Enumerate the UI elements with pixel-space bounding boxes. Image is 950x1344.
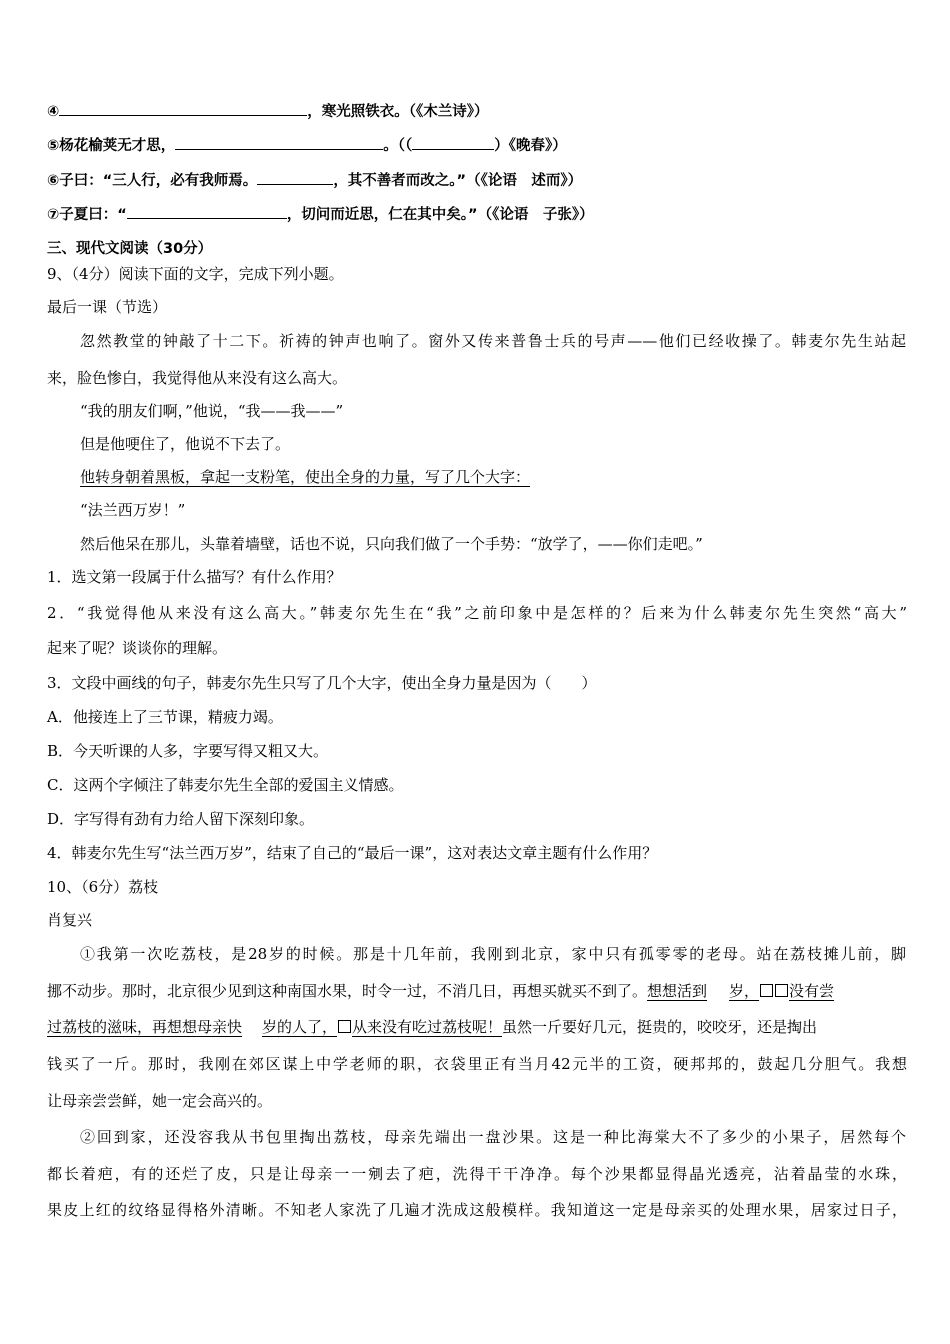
question-number: ⑥ xyxy=(47,173,60,189)
passage-paragraph: “法兰西万岁！” xyxy=(80,501,186,519)
passage-line: 让母亲尝尝鲜，她一定会高兴的。 xyxy=(47,1092,273,1110)
missing-char-box xyxy=(775,984,788,997)
answer-blank[interactable] xyxy=(175,135,383,150)
sub-question-2-cont: 起来了呢？谈谈你的理解。 xyxy=(47,639,228,657)
option-d: D．字写得有劲有力给人留下深刻印象。 xyxy=(47,810,315,828)
question-number: ④ xyxy=(47,104,60,120)
passage-paragraph: 忽然教堂的钟敲了十二下。祈祷的钟声也响了。窗外又传来普鲁士兵的号声——他们已经收操了。韩麦尔先生站起 xyxy=(80,332,906,350)
question-9-intro: 9、（4分）阅读下面的文字，完成下列小题。 xyxy=(47,265,344,283)
underlined-text xyxy=(647,982,834,1000)
question-number: ⑤ xyxy=(47,138,60,154)
question-text: 杨花榆荚无才思， xyxy=(59,138,176,154)
underlined-text xyxy=(47,1018,502,1036)
option-a: A．他接连上了三节课，精疲力竭。 xyxy=(47,708,283,726)
question-6-line xyxy=(47,170,582,192)
question-10-intro: 10、（6分）荔枝 xyxy=(47,878,159,896)
passage-paragraph: 然后他呆在那儿，头靠着墙壁，话也不说，只向我们做了一个手势：“放学了，——你们走吧。” xyxy=(80,535,703,553)
passage-line xyxy=(47,1016,817,1038)
passage-text: 虽然一斤要好几元，挺贵的，咬咬牙，还是掏出 xyxy=(502,1018,818,1036)
answer-blank[interactable] xyxy=(59,101,307,116)
sub-question-2: 2．“我觉得他从来没有这么高大。”韩麦尔先生在“我”之前印象中是怎样的？后来为什么韩麦尔先生突然“高大” xyxy=(47,604,907,622)
passage-line xyxy=(47,980,834,1002)
answer-blank[interactable] xyxy=(412,135,494,150)
underlined-sentence: 他转身朝着黑板，拿起一支粉笔，使出全身的力量，写了几个大字： xyxy=(80,468,531,486)
question-text: ，其不善者而改之。”（《论语 述而》） xyxy=(333,173,583,189)
passage-paragraph: ①我第一次吃荔枝，是28岁的时候。那是十几年前，我刚到北京，家中只有孤零零的老母。站在荔枝摊儿前，脚 xyxy=(80,945,906,963)
sub-question-1: 1．选文第一段属于什么描写？有什么作用？ xyxy=(47,568,342,586)
underlined-text-part: 没有尝 xyxy=(789,982,835,1000)
section-heading: 三、现代文阅读（30分） xyxy=(47,241,213,257)
passage-text: 挪不动步。那时，北京很少见到这种南国水果，时令一过，不消几日，再想买就买不到了。 xyxy=(47,982,648,1000)
underlined-text-part: 岁， xyxy=(729,982,760,1000)
sub-question-3: 3．文段中画线的句子，韩麦尔先生只写了几个大字，使出全身力量是因为（ ） xyxy=(47,674,597,692)
question-text: 子夏曰：“ xyxy=(59,207,127,223)
underlined-text-part: 想想活到 xyxy=(647,982,708,1000)
answer-blank[interactable] xyxy=(257,170,333,185)
question-7-line xyxy=(47,204,594,226)
question-text: 子曰：“三人行，必有我师焉。 xyxy=(59,173,258,189)
question-text: ，寒光照铁衣。（《木兰诗》） xyxy=(307,104,489,120)
passage-line: 钱买了一斤。那时，我刚在郊区谋上中学老师的职，衣袋里正有当月42元半的工资，硬邦邦的，鼓起几分胆气。我想 xyxy=(47,1055,907,1073)
passage-line: 都长着疤，有的还烂了皮，只是让母亲一一剜去了疤，洗得干干净净。每个沙果都显得晶光透亮，沾着晶莹的水珠， xyxy=(47,1165,907,1183)
underlined-text-part: 过荔枝的滋味，再想想母亲快 xyxy=(47,1018,243,1036)
passage-title: 最后一课（节选） xyxy=(47,298,168,316)
question-5-line xyxy=(47,135,567,157)
underlined-text-part: 岁的人了， xyxy=(262,1018,338,1036)
passage-author: 肖复兴 xyxy=(47,911,93,929)
passage-line: 果皮上红的纹络显得格外清晰。不知老人家洗了几遍才洗成这般模样。我知道这一定是母亲买的处理水果，居家过日子， xyxy=(47,1201,907,1219)
passage-paragraph: ②回到家，还没容我从书包里掏出荔枝，母亲先端出一盘沙果。这是一种比海棠大不了多少的小果子，居然每个 xyxy=(80,1128,906,1146)
passage-paragraph: “我的朋友们啊，”他说，“我——我——” xyxy=(80,402,344,420)
passage-paragraph: 但是他哽住了，他说不下去了。 xyxy=(80,435,291,453)
question-4-line xyxy=(47,101,489,123)
question-text: ，切问而近思，仁在其中矣。”（《论语 子张》） xyxy=(286,207,594,223)
underlined-text-part: 从来没有吃过荔枝呢！ xyxy=(352,1018,503,1036)
question-text: 。（（ xyxy=(383,138,413,154)
passage-paragraph: 来，脸色惨白，我觉得他从来没有这么高大。 xyxy=(47,369,348,387)
question-text: ）《晚春》） xyxy=(494,138,567,154)
option-b: B．今天听课的人多，字要写得又粗又大。 xyxy=(47,742,329,760)
question-number: ⑦ xyxy=(47,207,60,223)
option-c: C．这两个字倾注了韩麦尔先生全部的爱国主义情感。 xyxy=(47,776,404,794)
sub-question-4: 4．韩麦尔先生写“法兰西万岁”，结束了自己的“最后一课”，这对表达文章主题有什么作用？ xyxy=(47,844,658,862)
missing-char-box xyxy=(338,1020,351,1033)
missing-char-box xyxy=(760,984,773,997)
answer-blank[interactable] xyxy=(127,204,287,219)
